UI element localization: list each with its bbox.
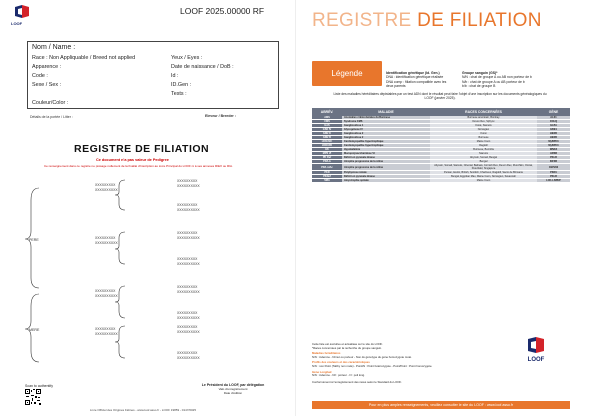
table-cell: COLQ <box>537 120 570 124</box>
president-signature-block <box>188 383 278 395</box>
table-cell: Cardiomyopathie hypertrophique <box>342 140 430 144</box>
placeholder-text: XXXXXXXXX <box>177 179 198 183</box>
table-cell: HEXB <box>537 132 570 136</box>
table-cell: Burmese <box>430 136 537 140</box>
table-cell: Abyssin, Somali, Bengal <box>430 156 537 160</box>
fm-brace <box>115 232 125 264</box>
sex-label: Sexe / Sex : <box>32 82 62 88</box>
placeholder-text: XXXXXXXXXX <box>177 356 200 360</box>
table-cell: Norvégien <box>430 128 537 132</box>
table-cell: MPS VI <box>312 152 342 156</box>
pere-label: PERE <box>29 238 39 242</box>
table-cell: PKD1 <box>537 171 570 175</box>
placeholder-text: XXXXXXXXXX <box>177 236 200 240</box>
table-cell: HCM-MC <box>312 140 342 144</box>
colors-text: N/N : non Point (Tabby non muté) - Point/N : Point hétérozygote - Point/Point : Point homozygote. <box>312 363 433 368</box>
table-cell: Mucopolysaccharidose VI <box>342 152 430 156</box>
table-header-row <box>312 108 570 116</box>
table-cell: Atrophie progressive de la rétine <box>342 164 430 171</box>
table-cell: Cardiomyopathie hypertrophique <box>342 144 430 148</box>
color-label: Couleur/Color : <box>32 100 69 106</box>
table-cell: PRA rdAc <box>312 164 342 171</box>
president-title: Le Président du LOOF, par délégation <box>201 383 265 387</box>
table-cell: Polykystose rénale <box>342 171 430 175</box>
legend-box: Légende <box>312 61 382 86</box>
blood-group-legend <box>462 71 562 88</box>
loof-brand-logo-icon <box>520 337 552 363</box>
colors-title: Profils des couleurs et des caractéristiques <box>312 360 370 365</box>
table-cell: PKLR <box>537 175 570 179</box>
table-cell: WNK4 <box>537 148 570 152</box>
table-cell: GLB1 <box>537 124 570 128</box>
brand-text: LOOF <box>527 357 545 363</box>
eyes-label: Yeux / Eyes : <box>171 55 203 61</box>
placeholder-text: XXXXXXXXX <box>95 289 116 293</box>
table-cell: PK Def <box>312 156 342 160</box>
footer-info-bar[interactable]: Pour en plus amples renseignements, veuillez consulter le site du LOOF : www.loof.asso.fr <box>312 401 570 409</box>
table-cell: Bengal, Egyptian Mau, Maine Coon, Norvégien, Savannah <box>430 175 537 179</box>
placeholder-text: XXXXXXXXX <box>177 311 198 315</box>
page-divider <box>295 0 296 416</box>
table-cell: Gangliosidose 1 <box>342 124 430 128</box>
table-cell: AMS <box>312 116 342 120</box>
table-cell: Gangliosidose 2 <box>342 132 430 136</box>
table-cell: GM2 K <box>312 132 342 136</box>
genetic-id-line: DNA comp : filiation compatible avec les deux parents <box>386 79 447 88</box>
placeholder-text: XXXXXXXXXX <box>177 208 200 212</box>
table-cell: CMS <box>312 120 342 124</box>
scan-label: Scan to authentify <box>25 384 54 388</box>
placeholder-text: XXXXXXXXX <box>177 203 198 207</box>
qr-code-icon[interactable] <box>25 389 41 405</box>
placeholder-text: XXXXXXXXX <box>95 183 116 187</box>
president-sub2: Date d'édition <box>223 391 243 395</box>
inherited-title: Maladies héréditaires <box>312 351 341 356</box>
table-cell: HEXB <box>537 136 570 140</box>
placeholder-text: XXXXXXXXXX <box>177 184 200 188</box>
header-light: REGISTRE <box>312 10 412 31</box>
column-header: MALADIE <box>342 108 430 116</box>
table-cell: Hypokaliémie <box>342 148 430 152</box>
table-cell: Burmese, Burmilla <box>430 148 537 152</box>
table-cell: GBE1 <box>537 128 570 132</box>
header-dark: DE FILIATION <box>417 10 542 31</box>
right-page-header <box>312 10 542 32</box>
placeholder-text: XXXXXXXXXX <box>95 294 118 298</box>
placeholder-text: XXXXXXXXXX <box>177 316 200 320</box>
id-label: Id : <box>171 73 179 79</box>
placeholder-text: XXXXXXXXX <box>95 327 116 331</box>
genetic-id-title: Identification génétique (Id. Gen.) <box>386 71 440 75</box>
placeholder-text: XXXXXXXXX <box>177 257 198 261</box>
disease-table-body <box>312 116 570 183</box>
placeholder-text: XXXXXXXXX <box>95 236 116 240</box>
disease-table <box>312 108 570 183</box>
table-cell: MyBPC3 <box>537 140 570 144</box>
table-cell: PRA-b <box>312 160 342 164</box>
placeholder-text: XXXXXXXXXX <box>177 262 200 266</box>
table-cell: Ragdoll <box>430 144 537 148</box>
genetic-id-line: DNA : identification génétique réalisée <box>386 75 444 80</box>
table-cell: ARSB <box>537 152 570 156</box>
placeholder-text: XXXXXXXXX <box>177 231 198 235</box>
column-header: ABRÉV. <box>312 108 342 116</box>
placeholder-text: XXXXXXXXX <box>177 351 198 355</box>
coat-title: Gène Longhair <box>312 369 332 374</box>
blood-group-line: N/N : chat de groupe A ou AB non porteur de b <box>462 75 532 80</box>
table-cell: Maine Coon <box>430 140 537 144</box>
coat-text: N/N : indemne - N/l : porteur - l/l : poil long. <box>312 373 366 378</box>
table-cell: CEP290 <box>537 164 570 171</box>
table-cell: ALX1 <box>537 116 570 120</box>
ff-brace <box>115 180 125 210</box>
table-cell: Déficit en pyruvate kinase <box>342 175 430 179</box>
dob-label: Date de naissance / DoB : <box>171 64 234 70</box>
table-cell: GM2 B <box>312 136 342 140</box>
mere-label: MERE <box>29 328 40 332</box>
table-row <box>312 164 570 171</box>
race-label: Race : Non Appliquable / Breed not applied <box>32 55 136 61</box>
table-cell: Maine Coon <box>430 179 537 183</box>
column-header: RACES CONCERNÉES <box>430 108 537 116</box>
table-cell: LIX1-LNPEP <box>537 179 570 183</box>
table-cell: KIF3B <box>537 160 570 164</box>
name-label: Nom / Name : <box>32 44 76 51</box>
placeholder-text: XXXXXXXXXX <box>95 241 118 245</box>
closing-text: Conformément à l'enregistrement des races selon le Standard du LOOF. <box>312 379 402 384</box>
disease-list-intro: Liste des maladies héréditaires dépistables par un test ADN dont le résultat peut faire l'objet d'une inscription sur les documents généalogiques du LOOF (janvier 2025). <box>333 92 547 101</box>
table-cell: Burmese américain, Bombay <box>430 116 537 120</box>
pedigree-tree <box>25 176 295 366</box>
pedigree-warning: Ce document n'a pas valeur de Pedigree <box>96 158 169 162</box>
table-cell: Glycogénose IV <box>342 128 430 132</box>
loof-logo-icon <box>13 5 31 21</box>
table-cell: Atrophie progressive de la rétine <box>342 160 430 164</box>
cat-identity-box <box>27 41 279 109</box>
table-cell: Abyssin, Somali, Siamois, Oriental, Balinais, Cornish Rex, Devon Rex, Munchkin, Ocicat, Peterbald, Singapura <box>430 164 537 171</box>
table-cell: PKDef <box>312 175 342 179</box>
table-cell: GSD IV <box>312 128 342 132</box>
table-cell: Korat, Siamois <box>430 124 537 128</box>
table-cell: HK <box>312 148 342 152</box>
genetic-id-legend <box>386 71 454 88</box>
note-updates: Cette liste est évolutive et actualisée sur le site du LOOF. <box>312 342 383 346</box>
table-cell: Persan, Exotic, British, Scottish, Chartreux, Ragdoll, Sacré de Birmanie <box>430 171 537 175</box>
blood-group-line: b/b : chat de groupe B <box>462 83 496 88</box>
column-header: GÈNE <box>537 108 570 116</box>
table-cell: Amyotrophie spinale <box>342 179 430 183</box>
idgen-label: ID.Gen : <box>171 82 192 88</box>
placeholder-text: XXXXXXXXXX <box>95 332 118 336</box>
tests-label: Tests : <box>171 91 187 97</box>
litter-label: Détails de la portée / Litter : <box>30 115 73 119</box>
table-cell: PKD <box>312 171 342 175</box>
table-cell: Siamois <box>430 152 537 156</box>
logo-text: LOOF <box>11 21 23 26</box>
table-cell: Anomalies crânio-faciales du Burmese <box>342 116 430 120</box>
breeder-label: Eleveur / Breeder : <box>205 114 236 118</box>
table-cell: Korat <box>430 132 537 136</box>
registry-title: REGISTRE DE FILIATION <box>74 143 210 155</box>
table-cell: PKLR <box>537 156 570 160</box>
placeholder-text: XXXXXXXXXX <box>177 330 200 334</box>
table-cell: Bengal <box>430 160 537 164</box>
table-cell: MyBPC3 <box>537 144 570 148</box>
president-sub1: Valo d'enregistrement <box>218 387 248 391</box>
blood-group-title: Groupe sanguin (GS)* <box>462 71 498 75</box>
table-cell: Déficit en pyruvate kinase <box>342 156 430 160</box>
pedigree-warning-detail: Ce renseignement dans ce registre ne présage nullement de la finalité d'inscription au Livre Principal du LOOF ni à ses annexes RIEX ou RIA. <box>44 164 233 168</box>
apparence-label: Apparence : <box>32 64 62 70</box>
blood-group-line: N/b : chat de groupe A ou AB porteur de b <box>462 79 525 84</box>
table-cell: HCM-RD <box>312 144 342 148</box>
table-cell: GAS <box>312 124 342 128</box>
placeholder-text: XXXXXXXXXX <box>95 188 118 192</box>
table-cell: Devon Rex, Sphynx <box>430 120 537 124</box>
placeholder-text: XXXXXXXXX <box>177 285 198 289</box>
note-blood: *Races concernées par la recherche du groupe sanguin. <box>312 345 382 350</box>
book-footer: Livre Officiel des Origines Félines - www.loof.asso.fr - LOOF 19859 - 0147/0025 <box>90 408 196 412</box>
table-cell: Syndrome CMS <box>342 120 430 124</box>
code-label: Code : <box>32 73 48 79</box>
inherited-text: N/N : indemne - N/mut ou porteur - Non du génotype du gène homozygote muté. <box>312 354 412 359</box>
table-row <box>312 179 570 183</box>
placeholder-text: XXXXXXXXX <box>177 325 198 329</box>
placeholder-text: XXXXXXXXXX <box>177 290 200 294</box>
registration-reference: LOOF 2025.00000 RF <box>180 6 265 16</box>
mm-brace <box>115 326 125 358</box>
table-cell: SMA <box>312 179 342 183</box>
table-cell: Gangliosidose 2 <box>342 136 430 140</box>
mf-brace <box>115 286 125 318</box>
